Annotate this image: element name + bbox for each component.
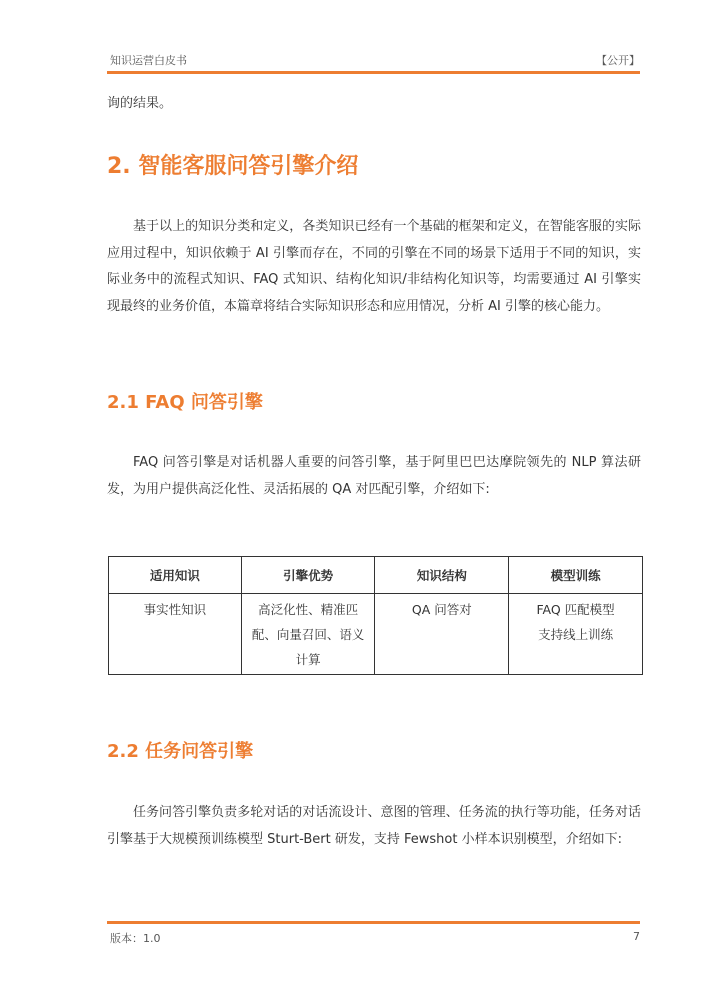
section-2-1-text: FAQ 问答引擎是对话机器人重要的问答引擎，基于阿里巴巴达摩院领先的 NLP 算法研发，为用户提供高泛化性、灵活拓展的 QA 对匹配引擎，介绍如下: bbox=[107, 455, 641, 497]
cell-line: 事实性知识 bbox=[143, 602, 207, 617]
header-title: 知识运营白皮书 bbox=[110, 54, 187, 67]
section-2-2-text: 任务问答引擎负责多轮对话的对话流设计、意图的管理、任务流的执行等功能，任务对话引擎基于大规模预训练模型 Sturt-Bert 研发，支持 Fewshot 小样本识别模型，介绍如下: bbox=[107, 805, 641, 847]
cell-line: 计算 bbox=[295, 652, 321, 667]
table-cell bbox=[241, 594, 375, 675]
cell-line: QA 问答对 bbox=[411, 602, 472, 617]
table-header-row bbox=[109, 557, 643, 594]
table-row bbox=[109, 594, 643, 675]
section-2-2-heading: 2.2 任务问答引擎 bbox=[107, 741, 254, 762]
table-cell bbox=[109, 594, 242, 675]
cell-line: 高泛化性、精准匹 bbox=[258, 602, 359, 617]
carryover-text: 询的结果。 bbox=[107, 96, 173, 111]
page-number: 7 bbox=[633, 930, 640, 943]
table-cell bbox=[375, 594, 509, 675]
footer-version: 版本：1.0 bbox=[110, 932, 161, 945]
section-2-1-heading: 2.1 FAQ 问答引擎 bbox=[107, 392, 263, 413]
section-2-intro: 基于以上的知识分类和定义，各类知识已经有一个基础的框架和定义，在智能客服的实际应用过程中，知识依赖于 AI 引擎而存在，不同的引擎在不同的场景下适用于不同的知识，实际业务中的流程式知识、FAQ 式知识、结构化知识/非结构化知识等，均需要通过 AI 引擎实现最终的业务价值，本篇章将结合实际知识形态和应用情况，分析 AI 引擎的核心能力。 bbox=[107, 219, 641, 314]
footer-divider bbox=[107, 921, 640, 924]
header-divider bbox=[107, 71, 640, 74]
cell-line: FAQ 匹配模型 bbox=[536, 602, 615, 617]
cell-line: 支持线上训练 bbox=[538, 627, 614, 642]
cell-line: 配、向量召回、语义 bbox=[251, 627, 365, 642]
faq-engine-table bbox=[108, 556, 643, 675]
table-header-cell: 模型训练 bbox=[509, 557, 643, 594]
page-footer bbox=[107, 930, 640, 946]
section-2-heading: 2. 智能客服问答引擎介绍 bbox=[107, 154, 359, 179]
page-header bbox=[107, 52, 640, 70]
table-header-cell: 知识结构 bbox=[375, 557, 509, 594]
table-cell bbox=[509, 594, 643, 675]
table-header-cell: 引擎优势 bbox=[241, 557, 375, 594]
header-classification: 【公开】 bbox=[596, 54, 640, 67]
table-header-cell: 适用知识 bbox=[109, 557, 242, 594]
